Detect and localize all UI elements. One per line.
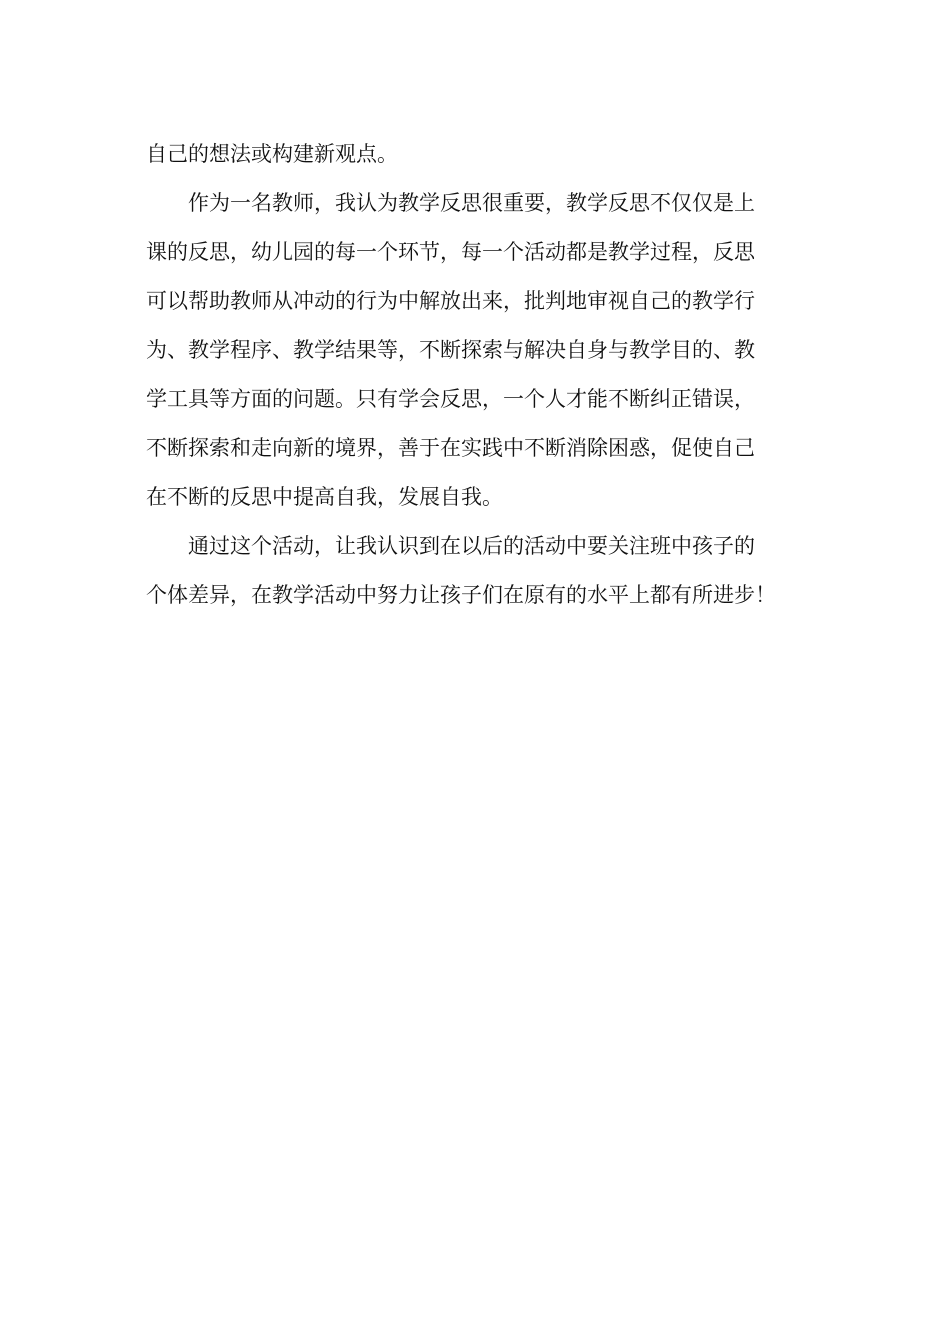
text-line: 可以帮助教师从冲动的行为中解放出来，批判地审视自己的教学行 bbox=[146, 289, 755, 313]
body-text bbox=[146, 130, 806, 620]
text-line: 不断探索和走向新的境界，善于在实践中不断消除困惑，促使自己 bbox=[146, 436, 755, 460]
paragraph-first-line: 作为一名教师，我认为教学反思很重要，教学反思不仅仅是上 bbox=[188, 191, 755, 215]
text-line: 自己的想法或构建新观点。 bbox=[146, 142, 398, 166]
text-line: 课的反思，幼儿园的每一个环节，每一个活动都是教学过程，反思 bbox=[146, 240, 755, 264]
text-line: 为、教学程序、教学结果等，不断探索与解决自身与教学目的、教 bbox=[146, 338, 755, 362]
text-line: 个体差异，在教学活动中努力让孩子们在原有的水平上都有所进步！ bbox=[146, 583, 776, 607]
text-line: 学工具等方面的问题。只有学会反思，一个人才能不断纠正错误， bbox=[146, 387, 755, 411]
paragraph-first-line: 通过这个活动，让我认识到在以后的活动中要关注班中孩子的 bbox=[188, 534, 755, 558]
text-line: 在不断的反思中提高自我，发展自我。 bbox=[146, 485, 503, 509]
